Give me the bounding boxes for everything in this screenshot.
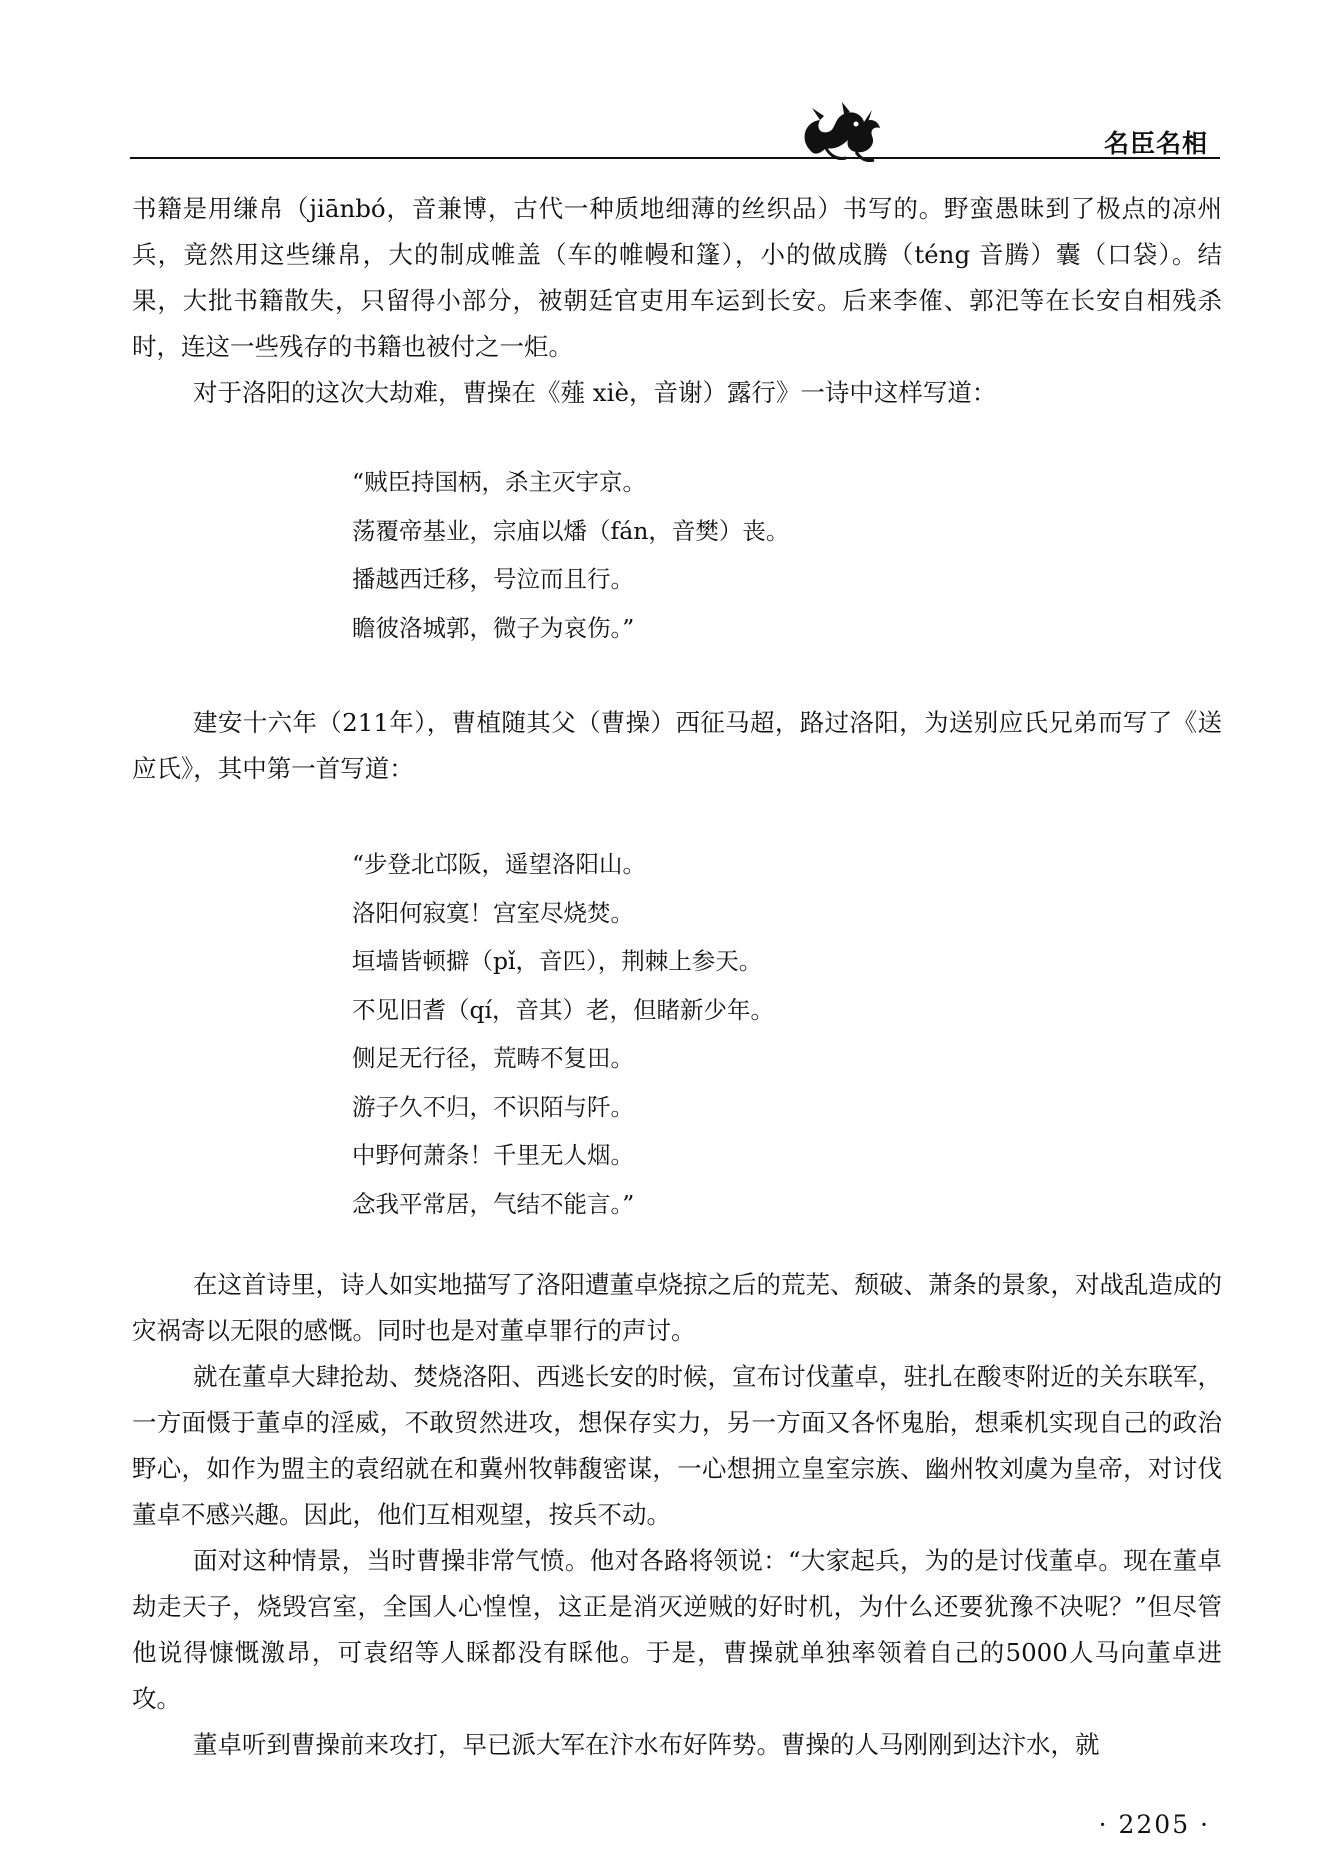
paragraph-5: 就在董卓大肆抢劫、焚烧洛阳、西逃长安的时候，宣布讨伐董卓，驻扎在酸枣附近的关东联军，一方面慑于董卓的淫威，不敢贸然进攻，想保存实力，另一方面又各怀鬼胎，想乘机实现自己的政治野心，如作为盟主的袁绍就在和冀州牧韩馥密谋，一心想拥立皇室宗族、幽州牧刘虞为皇帝，对讨伐董卓不感兴趣。因此，他们互相观望，按兵不动。 <box>132 1362 1222 1529</box>
poem-line: 游子久不归，不识陌与阡。 <box>352 1092 634 1121</box>
poem-song-ying-shi <box>352 840 1152 1228</box>
poem-line: 播越西迁移，号泣而且行。 <box>352 565 634 593</box>
paragraph-7: 董卓听到曹操前来攻打，早已派大军在汴水布好阵势。曹操的人马刚刚到达汴水，就 <box>193 1730 1100 1759</box>
poem-line: 垣墙皆顿擗（pǐ，音匹），荆棘上参天。 <box>352 947 763 975</box>
poem-line: 侧足无行径，荒畴不复田。 <box>352 1044 634 1072</box>
paragraph-2: 对于洛阳的这次大劫难，曹操在《薤 xiè，音谢）露行》一诗中这样写道： <box>193 378 997 407</box>
page-number: · 2205 · <box>1098 1810 1210 1839</box>
paragraph-4: 在这首诗里，诗人如实地描写了洛阳遭董卓烧掠之后的荒芜、颓破、萧条的景象，对战乱造成的灾祸寄以无限的感慨。同时也是对董卓罪行的声讨。 <box>132 1270 1222 1345</box>
header-rule <box>130 157 1220 159</box>
poem-line: 念我平常居，气结不能言。” <box>352 1189 635 1218</box>
page-header <box>130 90 1220 160</box>
poem-xielu <box>352 458 1152 652</box>
paragraph-1: 书籍是用缣帛（jiānbó，音兼博，古代一种质地细薄的丝织品）书写的。野蛮愚昧到了极点的凉州兵，竟然用这些缣帛，大的制成帷盖（车的帷幔和篷），小的做成腾（téng 音腾）囊（口袋）。结果，大批书籍散失，只留得小部分，被朝廷官吏用车运到长安。后来李傕、郭汜等在长安自相残杀时，连这一些残存的书籍也被付之一炬。 <box>132 194 1222 361</box>
poem-line: 荡覆帝基业，宗庙以燔（fán，音樊）丧。 <box>352 516 790 545</box>
poem-line: 瞻彼洛城郭，微子为哀伤。” <box>352 613 635 642</box>
poem-line: 不见旧耆（qí，音其）老，但睹新少年。 <box>352 995 775 1024</box>
paragraph-6: 面对这种情景，当时曹操非常气愤。他对各路将领说：“大家起兵，为的是讨伐董卓。现在董卓劫走天子，烧毁宫室，全国人心惶惶，这正是消灭逆贼的好时机，为什么还要犹豫不决呢？”但尽管他说得慷慨激昂，可袁绍等人睬都没有睬他。于是，曹操就单独率领着自己的5000人马向董卓进攻。 <box>132 1546 1222 1713</box>
paragraph-3: 建安十六年（211年），曹植随其父（曹操）西征马超，路过洛阳，为送别应氏兄弟而写了《送应氏》，其中第一首写道： <box>132 708 1222 783</box>
poem-line: “贼臣持国柄，杀主灭宇京。 <box>352 468 647 496</box>
poem-line: “步登北邙阪，遥望洛阳山。 <box>352 850 647 878</box>
section-title: 名臣名相 <box>1103 129 1208 158</box>
poem-line: 中野何萧条！千里无人烟。 <box>352 1141 634 1169</box>
poem-line: 洛阳何寂寞！宫室尽烧焚。 <box>352 898 634 927</box>
